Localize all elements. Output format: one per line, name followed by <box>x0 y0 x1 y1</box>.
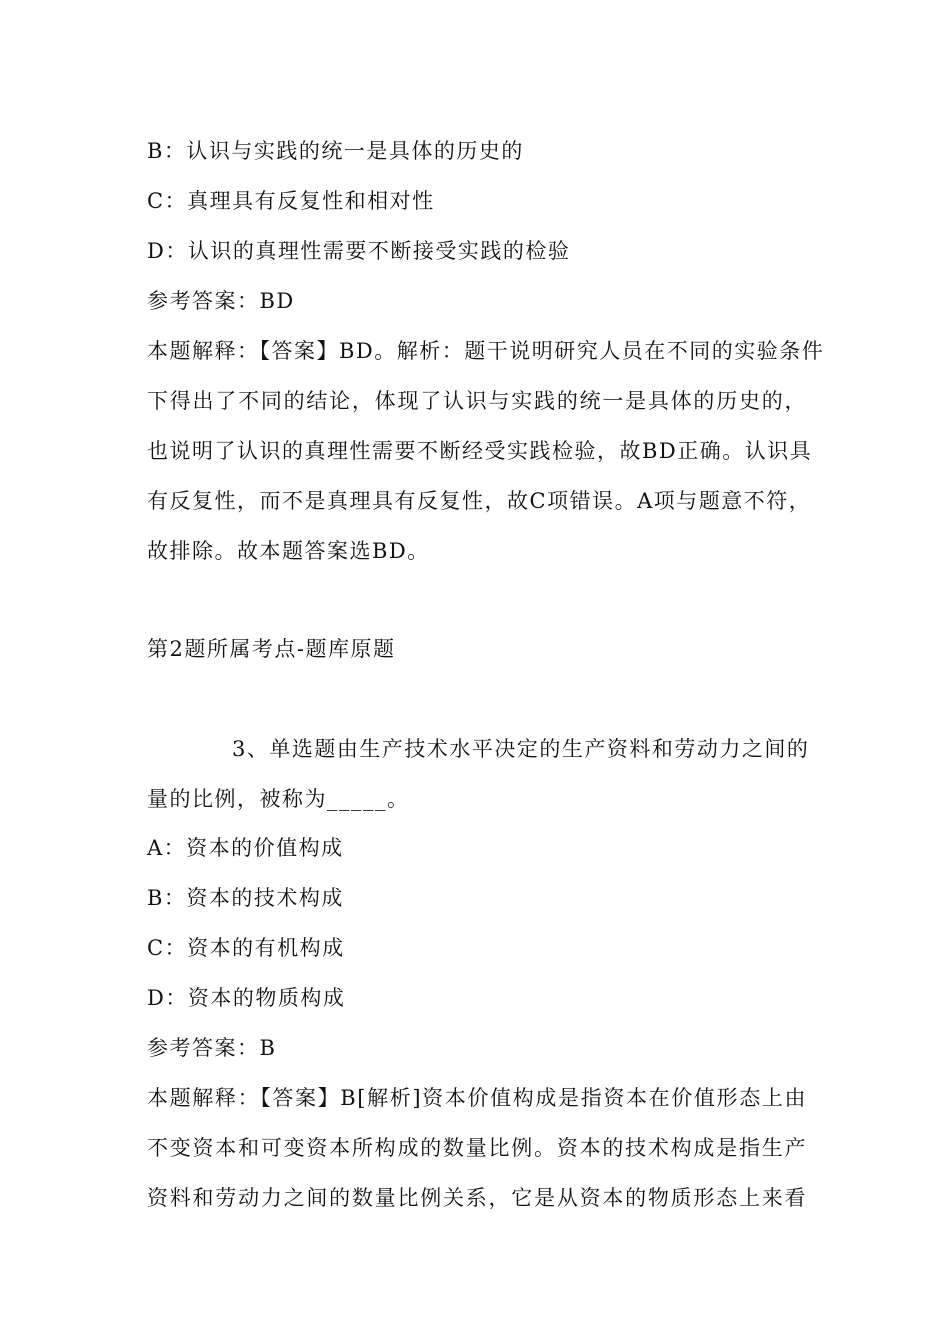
q2-explanation-line: 故排除。故本题答案选BD。 <box>147 539 430 563</box>
q3-explanation-line: 资料和劳动力之间的数量比例关系，它是从资本的物质形态上来看 <box>147 1186 807 1210</box>
q2-topic: 第2题所属考点-题库原题 <box>147 637 396 661</box>
q2-explanation-line: 下得出了不同的结论，体现了认识与实践的统一是具体的历史的， <box>147 389 807 413</box>
q3-option-d: D：资本的物质构成 <box>147 986 346 1010</box>
q2-explanation-line: 有反复性，而不是真理具有反复性，故C项错误。A项与题意不符， <box>147 489 812 513</box>
q3-answer: 参考答案：B <box>147 1036 277 1060</box>
q3-option-c: C：资本的有机构成 <box>147 936 345 960</box>
q3-explanation-line: 本题解释：【答案】B[解析]资本价值构成是指资本在价值形态上由 <box>147 1086 807 1110</box>
q2-option-c: C：真理具有反复性和相对性 <box>147 189 435 213</box>
q2-option-b: B：认识与实践的统一是具体的历史的 <box>147 139 524 163</box>
q3-stem-line: 量的比例，被称为_____。 <box>147 787 410 811</box>
q2-option-d: D：认识的真理性需要不断接受实践的检验 <box>147 239 571 263</box>
q3-stem-line: 3、单选题由生产技术水平决定的生产资料和劳动力之间的 <box>232 737 810 761</box>
q2-explanation-line: 也说明了认识的真理性需要不断经受实践检验，故BD正确。认识具 <box>147 439 813 463</box>
q2-explanation-line: 本题解释：【答案】BD。解析：题干说明研究人员在不同的实验条件 <box>147 339 825 363</box>
q3-explanation-line: 不变资本和可变资本所构成的数量比例。资本的技术构成是指生产 <box>147 1136 807 1160</box>
q3-option-b: B：资本的技术构成 <box>147 886 344 910</box>
q3-option-a: A：资本的价值构成 <box>147 836 344 860</box>
q2-answer: 参考答案：BD <box>147 289 295 313</box>
